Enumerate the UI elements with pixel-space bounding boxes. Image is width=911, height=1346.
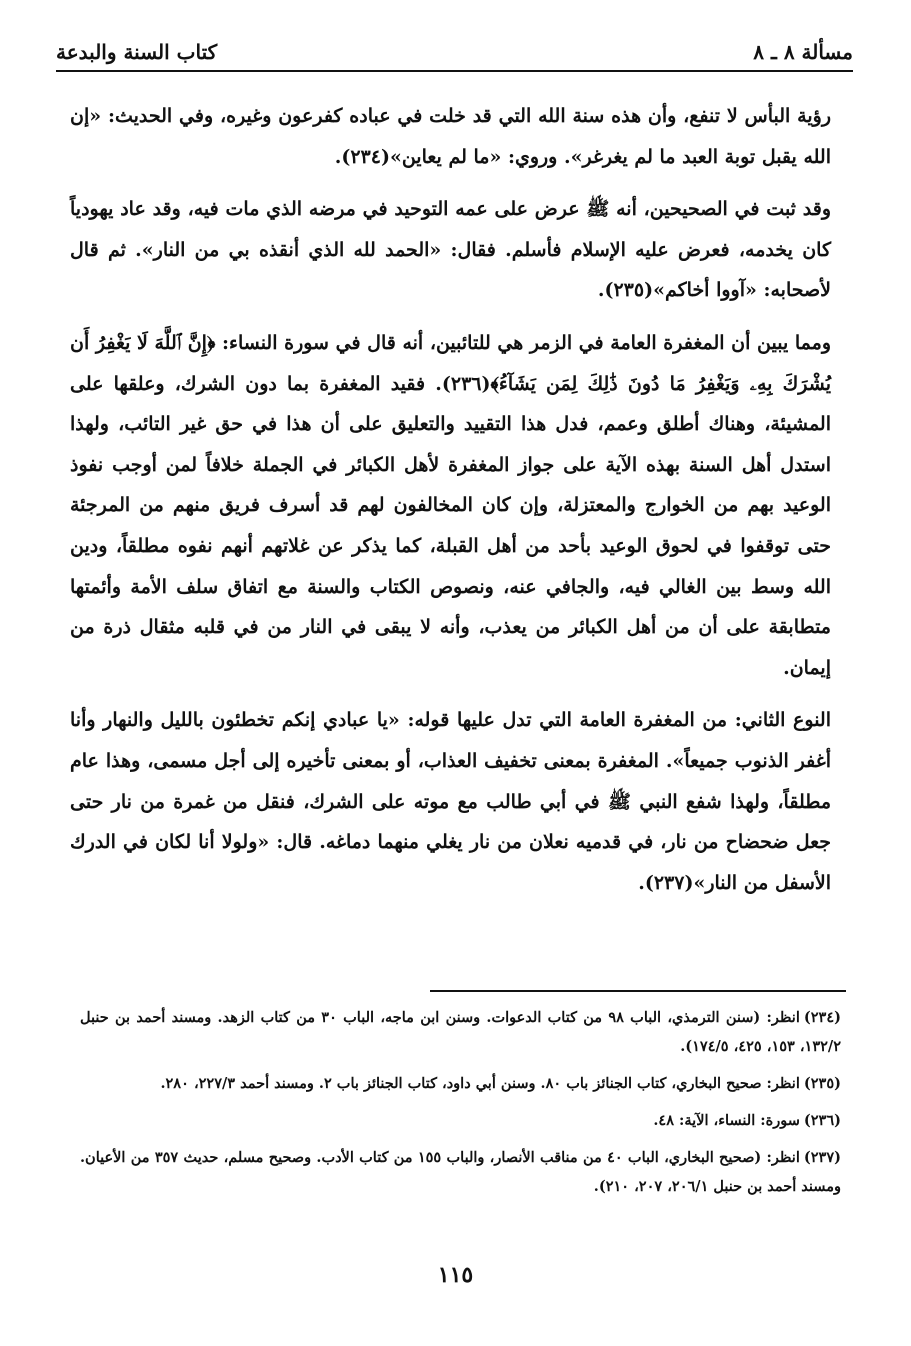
footnote-number: (٢٣٥) [803,1075,841,1092]
paragraph-4 [70,700,831,903]
footnote-234 [80,1003,841,1061]
running-header [56,30,853,72]
footnote-divider [430,990,846,992]
footnotes [80,1003,841,1209]
page-number: ١١٥ [437,1262,474,1288]
main-text [70,96,831,915]
footnote-number: (٢٣٦) [803,1112,841,1129]
footnote-number: (٢٣٧) [803,1149,841,1166]
book-title: كتاب السنة والبدعة [56,40,218,64]
paragraph-2: وقد ثبت في الصحيحين، أنه ﷺ عرض على عمه التوحيد في مرضه الذي مات فيه، وقد عاد يهودياً كان يخدمه، فعرض عليه الإسلام فأسلم. فقال: «الحمد لله الذي أنقذه بي من النار». ثم قال لأصحابه: «آووا أخاكم»(٢٣٥). [70,198,831,302]
footnote-text: سورة: النساء، الآية: ٤٨. [653,1112,800,1129]
paragraph-4-text: من المغفرة العامة التي تدل عليها قوله: «يا عبادي إنكم تخطئون بالليل والنهار وأنا أغفر الذنوب جميعاً». المغفرة بمعنى تخفيف العذاب، أو بمعنى تأخيره إلى أجل مسمى، وهذا عام مطلقاً، ولهذا شفع النبي ﷺ في أبي طالب مع موته على الشرك، فنقل من غمرة من نار حتى جعل ضحضاح من نار، في قدميه نعلان من نار يغلي منهما دماغه. قال: «ولولا أنا لكان في الدرك الأسفل من النار»(٢٣٧). [70,709,831,894]
footnote-number: (٢٣٤) [803,1009,841,1026]
chapter-number: مسألة ٨ ـ ٨ [753,40,853,64]
footnote-text: انظر: صحيح البخاري، كتاب الجنائز باب ٨٠. وسنن أبي داود، كتاب الجنائز باب ٢. ومسند أحمد ٢٢٧/٣، ٢٨٠. [160,1075,800,1092]
footnote-235 [80,1069,841,1098]
footnote-text: انظر: (صحيح البخاري، الباب ٤٠ من مناقب الأنصار، والباب ١٥٥ من كتاب الأدب. وصحيح مسلم، حديث ٣٥٧ من الأعيان. ومسند أحمد بن حنبل ٢٠٦/١، ٢٠٧، ٢١٠). [80,1149,841,1195]
footnote-text: انظر: (سنن الترمذي، الباب ٩٨ من كتاب الدعوات. وسنن ابن ماجه، الباب ٣٠ من كتاب الزهد. ومسند أحمد بن حنبل ١٣٢/٢، ١٥٣، ٤٢٥، ١٧٤/٥). [80,1009,841,1055]
paragraph-1: رؤية البأس لا تنفع، وأن هذه سنة الله التي قد خلت في عباده كفرعون وغيره، وفي الحديث: «إن الله يقبل توبة العبد ما لم يغرغر». وروي: «ما لم يعاين»(٢٣٤). [70,105,831,168]
footnote-237 [80,1143,841,1201]
footnote-236 [80,1106,841,1135]
section-lead: النوع الثاني: [734,709,832,732]
paragraph-3: ومما يبين أن المغفرة العامة في الزمر هي للتائبين، أنه قال في سورة النساء: ﴿إِنَّ ٱللَّهَ لَا يَغْفِرُ أَن يُشْرَكَ بِهِۦ وَيَغْفِرُ مَا دُونَ ذَٰلِكَ لِمَن يَشَآءُ﴾(٢٣٦). فقيد المغفرة بما دون الشرك، وعلقها على المشيئة، وهناك أطلق وعمم، فدل هذا التقييد والتعليق على أن هذا في حق غير التائب، ولهذا استدل أهل السنة بهذه الآية على جواز المغفرة لأهل الكبائر في الجملة خلافاً لمن أوجب نفوذ الوعيد بهم من الخوارج والمعتزلة، وإن كان المخالفون لهم قد أسرف فريق منهم من المرجئة حتى توقفوا في لحوق الوعيد بأحد من أهل القبلة، كما يذكر عن غلاتهم أنهم نفوه مطلقاً، ودين الله وسط بين الغالي فيه، والجافي عنه، ونصوص الكتاب والسنة مع اتفاق سلف الأمة وأئمتها متطابقة على أن من أهل الكبائر من يعذب، وأنه لا يبقى في النار من في قلبه مثقال ذرة من إيمان. [70,331,831,679]
